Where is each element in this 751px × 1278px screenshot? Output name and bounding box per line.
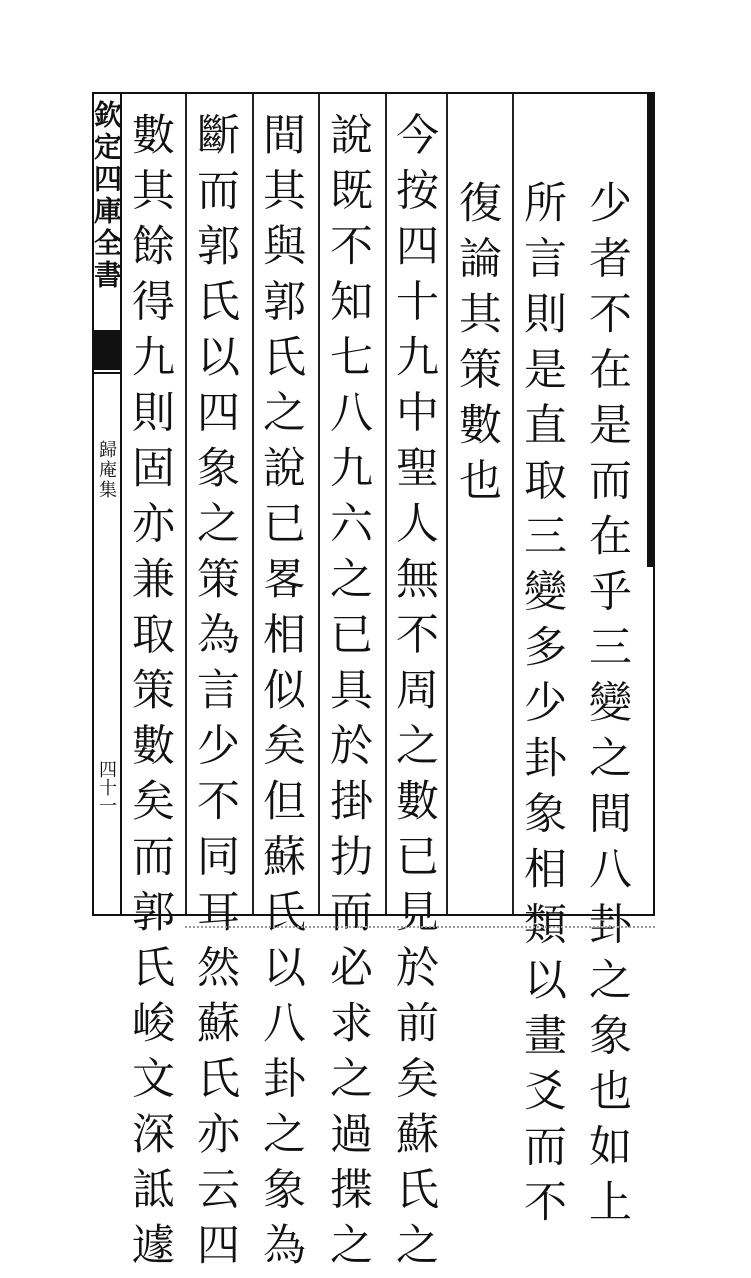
column-rule bbox=[512, 94, 514, 914]
collection-title: 歸庵集 bbox=[96, 440, 117, 500]
text-column-1: 少者不在是而在乎三變之間八卦之象也如上 bbox=[582, 180, 632, 1235]
fishtail-mark bbox=[92, 330, 120, 370]
text-column-8: 數其餘得九則固亦兼取策數矣而郭氏峻文深詆遽 bbox=[125, 112, 175, 1278]
book-title: 欽定四庫全書 bbox=[90, 100, 123, 292]
column-rule bbox=[385, 94, 387, 914]
text-column-4: 今按四十九中聖人無不周之數已見於前矣蘇氏之 bbox=[389, 112, 439, 1278]
bottom-dotted-rule bbox=[185, 926, 655, 930]
column-rule bbox=[185, 94, 187, 914]
right-border-bar bbox=[647, 92, 655, 567]
column-rule bbox=[318, 94, 320, 914]
fishtail-rule bbox=[92, 372, 120, 374]
text-column-5: 說既不知七八九六之已具於掛扐而必求之過揲之 bbox=[323, 112, 373, 1278]
column-rule bbox=[252, 94, 254, 914]
text-column-3: 復論其策數也 bbox=[452, 180, 502, 513]
page-number: 四十一 bbox=[96, 760, 117, 814]
text-column-6: 間其與郭氏之說已畧相似矣但蘇氏以八卦之象為 bbox=[256, 112, 306, 1278]
column-rule bbox=[446, 94, 448, 914]
page-frame bbox=[92, 92, 655, 916]
text-column-7: 斷而郭氏以四象之策為言少不同耳然蘇氏亦云四 bbox=[190, 112, 240, 1278]
text-column-2: 所言則是直取三變多少卦象相類以畫爻而不 bbox=[517, 180, 567, 1235]
